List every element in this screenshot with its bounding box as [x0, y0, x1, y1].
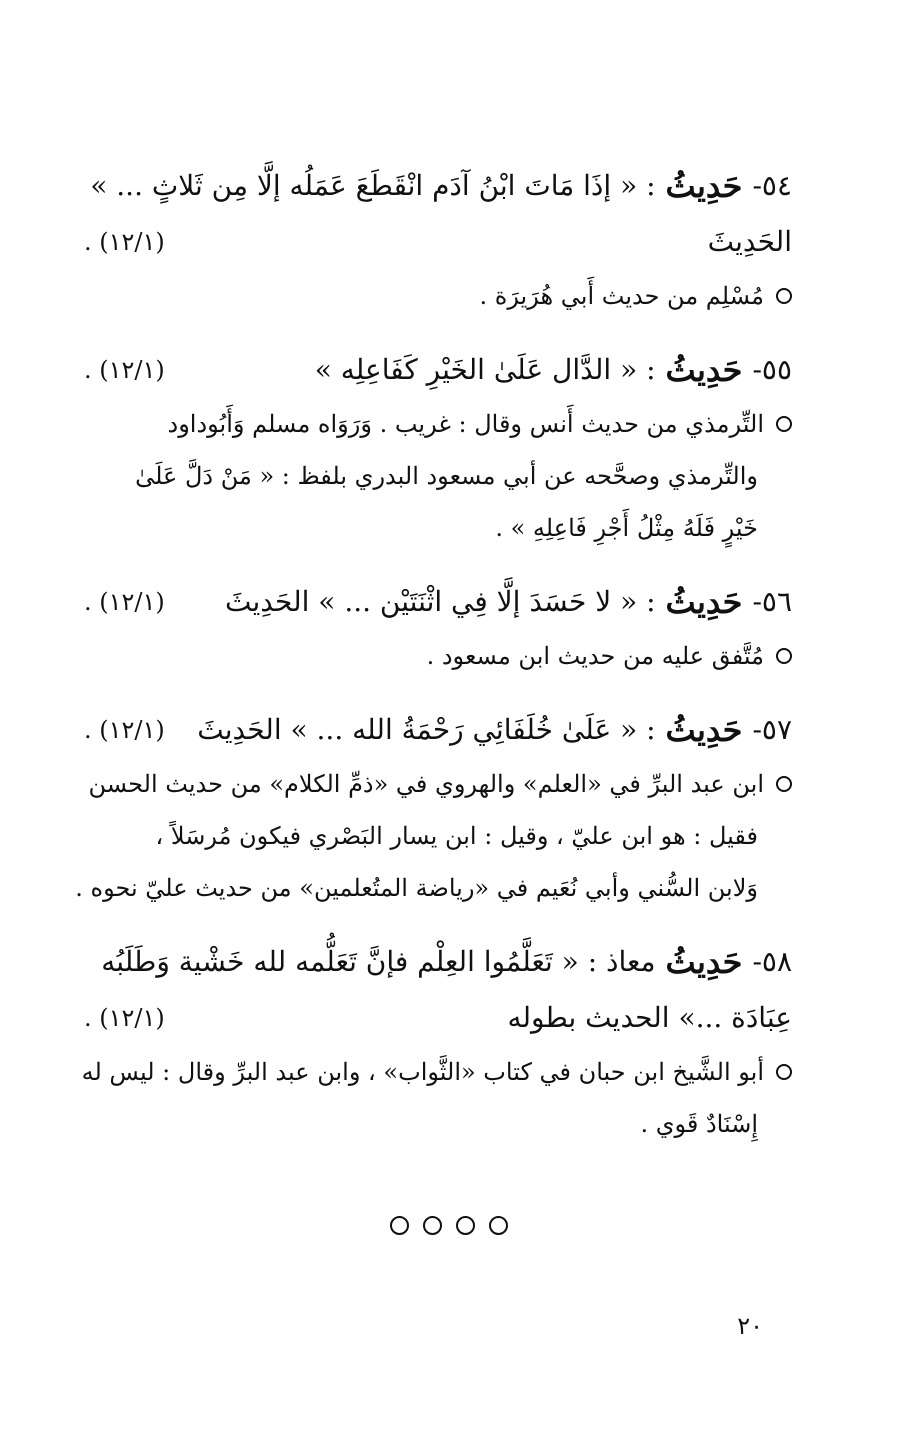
- hadith-entry-55: [80, 342, 792, 554]
- source-note-continuation: [80, 502, 792, 554]
- source-note-text: مُتَّفق عليه من حديث ابن مسعود .: [426, 642, 764, 670]
- entry-text: عِبَادَة ...» الحديث بطوله: [507, 1001, 792, 1034]
- entry-keyword: حَدِيثُ: [665, 351, 743, 389]
- source-note: [80, 630, 792, 682]
- source-note: [80, 270, 792, 322]
- entry-number: ٥٥-: [752, 353, 792, 386]
- document-body: [75, 158, 792, 1170]
- entry-text: الحَدِيثَ: [707, 225, 792, 258]
- entry-keyword: حَدِيثُ: [665, 943, 743, 981]
- entry-text: ‏: « الدَّال عَلَىٰ الخَيْرِ كَفَاعِلِه »: [314, 353, 656, 386]
- entry-header: [80, 702, 792, 758]
- entry-continuation: [80, 990, 792, 1046]
- source-note: [80, 758, 792, 810]
- source-note-text: وَلابن السُّني وأبي نُعَيم في «رياضة المتُعلمين» من حديث عليّ نحوه .: [75, 874, 758, 902]
- entry-header: [80, 574, 792, 630]
- source-note: [80, 398, 792, 450]
- entry-text: معاذ : « تَعَلَّمُوا العِلْم فإنَّ تَعَلُّمه لله خَشْية وَطَلَبُه: [101, 945, 656, 978]
- entry-keyword: حَدِيثُ: [665, 583, 743, 621]
- entry-keyword: حَدِيثُ: [665, 167, 743, 205]
- source-note-text: فقيل : هو ابن عليّ ، وقيل : ابن يسار البَصْري فيكون مُرسَلاً ،: [155, 822, 758, 850]
- entry-text: ‏: « إذَا مَاتَ ابْنُ آدَم انْقَطَعَ عَمَلُه إلَّا مِن ثَلاثٍ ... »: [90, 169, 656, 202]
- source-note-text: أبو الشَّيخ ابن حبان في كتاب «الثَّواب» ، وابن عبد البرِّ وقال : ليس له: [81, 1058, 764, 1086]
- bullet-circle-icon: [776, 288, 792, 304]
- source-note-text: إِسْنَادٌ قَوي .: [640, 1110, 758, 1138]
- hadith-entry-54: [80, 158, 792, 322]
- entry-reference: (١٢/١) .: [84, 716, 165, 744]
- entry-continuation: [80, 214, 792, 270]
- bullet-circle-icon: [776, 648, 792, 664]
- source-note-text: مُسْلِم من حديث أَبي هُرَيرَة .: [479, 282, 764, 310]
- entry-reference: (١٢/١) .: [84, 228, 165, 256]
- source-note-text: ابن عبد البرِّ في «العلم» والهروي في «ذمِّ الكلام» من حديث الحسن: [88, 770, 764, 798]
- bullet-circle-icon: [776, 776, 792, 792]
- hadith-entry-58: [80, 934, 792, 1150]
- entry-number: ٥٨-: [752, 945, 792, 978]
- entry-text: ‏: « لا حَسَدَ إلَّا فِي اثْنَتَيْن ... » الحَدِيثَ: [225, 585, 656, 618]
- source-note-continuation: [80, 1098, 792, 1150]
- bullet-circle-icon: [776, 416, 792, 432]
- bullet-circle-icon: [776, 1064, 792, 1080]
- circle-ornament-icon: [456, 1216, 475, 1235]
- entry-header: [80, 342, 792, 398]
- source-note-text: خَيْرٍ فَلَهُ مِثْلُ أَجْرِ فَاعِلِهِ » .: [495, 514, 758, 542]
- entry-number: ٥٤-: [752, 169, 792, 202]
- entry-keyword: حَدِيثُ: [665, 711, 743, 749]
- source-note-text: التِّرمذي من حديث أَنس وقال : غريب . وَرَوَاه مسلم وَأَبُوداود: [167, 410, 764, 438]
- circle-ornament-icon: [390, 1216, 409, 1235]
- page-number: ٢٠: [737, 1312, 763, 1340]
- entry-text: ‏: « عَلَىٰ خُلَفَائِي رَحْمَةُ الله ... » الحَدِيثَ: [197, 713, 656, 746]
- entry-header: [80, 934, 792, 990]
- entry-header: [80, 158, 792, 214]
- entry-number: ٥٧-: [752, 713, 792, 746]
- source-note-continuation: [75, 862, 792, 914]
- circle-ornament-icon: [489, 1216, 508, 1235]
- source-note-text: والتِّرمذي وصحَّحه عن أبي مسعود البدري بلفظ : « مَنْ دَلَّ عَلَىٰ: [135, 462, 758, 490]
- source-note-continuation: [80, 810, 792, 862]
- entry-reference: (١٢/١) .: [84, 588, 165, 616]
- section-separator: [0, 1216, 897, 1235]
- entry-number: ٥٦-: [752, 585, 792, 618]
- source-note: [80, 1046, 792, 1098]
- hadith-entry-57: [75, 702, 792, 914]
- entry-reference: (١٢/١) .: [84, 356, 165, 384]
- circle-ornament-icon: [423, 1216, 442, 1235]
- hadith-entry-56: [80, 574, 792, 682]
- entry-reference: (١٢/١) .: [84, 1004, 165, 1032]
- source-note-continuation: [80, 450, 792, 502]
